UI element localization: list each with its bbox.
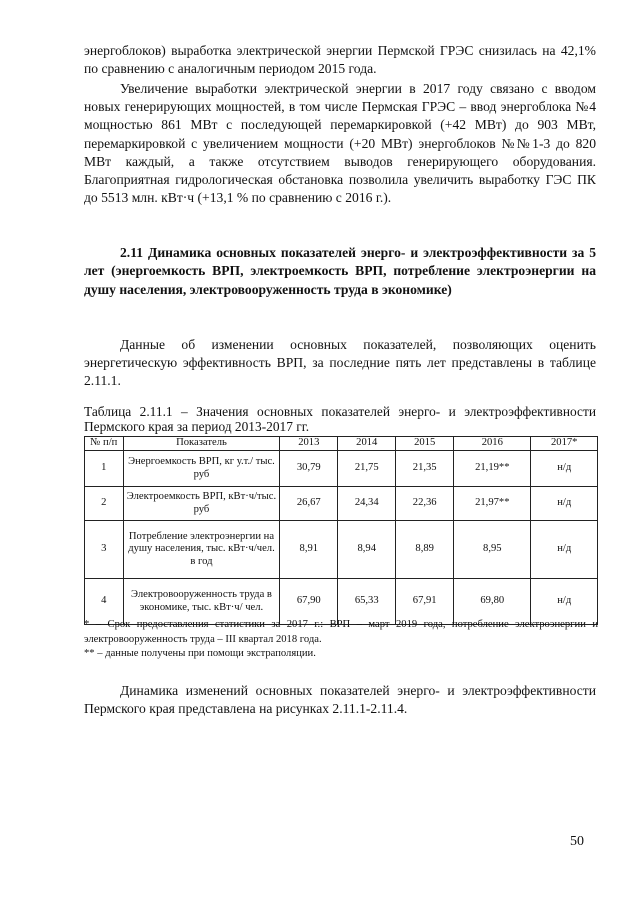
table-footnotes — [84, 618, 598, 662]
row-indicator: Электровооруженность труда в экономике, тыс. кВт·ч/ чел. — [123, 579, 280, 625]
row-value: 30,79 — [280, 451, 338, 487]
row-value: н/д — [531, 451, 598, 487]
row-value: 67,91 — [396, 579, 454, 625]
table-row — [85, 487, 598, 521]
row-value: 65,33 — [338, 579, 396, 625]
table-row — [85, 521, 598, 579]
section-heading: 2.11 Динамика основных показателей энерго- и электроэффективности за 5 лет (энергоемкость ВРП, электроемкость ВРП, потребление электроэнергии на душу населения, электровооруженность труда в экономике) — [84, 245, 596, 297]
table-header-row — [85, 437, 598, 451]
header-2017: 2017* — [531, 437, 598, 451]
row-value: 8,91 — [280, 521, 338, 579]
row-value: 24,34 — [338, 487, 396, 521]
row-value: 69,80 — [454, 579, 531, 625]
row-value: 21,75 — [338, 451, 396, 487]
row-value: 26,67 — [280, 487, 338, 521]
page-number: 50 — [570, 834, 584, 849]
header-2015: 2015 — [396, 437, 454, 451]
table-row — [85, 451, 598, 487]
footnote-2: ** – данные получены при помощи экстраполяции. — [84, 648, 316, 660]
header-2014: 2014 — [338, 437, 396, 451]
row-value: 67,90 — [280, 579, 338, 625]
row-number: 4 — [85, 579, 124, 625]
row-number: 2 — [85, 487, 124, 521]
table-caption: Таблица 2.11.1 – Значения основных показателей энерго- и электроэффективности Пермского края за период 2013-2017 гг. — [84, 404, 596, 434]
row-indicator: Электроемкость ВРП, кВт·ч/тыс. руб — [123, 487, 280, 521]
row-value: н/д — [531, 487, 598, 521]
intro-paragraph-2: Увеличение выработки электрической энергии в 2017 году связано с вводом новых генерирующих мощностей, в том числе Пермская ГРЭС – ввод энергоблока №4 мощностью 861 МВт с последующей перемаркировкой (+42 МВт) до 903 МВт, перемаркировкой с увеличением мощности (+20 МВт) энергоблоков №№1-3 до 820 МВт каждый, а также отсутствием выводов генерирующего оборудования. Благоприятная гидрологическая обстановка позволила увеличить выработку ГЭС ПК до 5513 млн. кВт·ч (+13,1 % по сравнению с 2016 г.). — [84, 81, 596, 206]
header-2013: 2013 — [280, 437, 338, 451]
intro-paragraph-1: энергоблоков) выработка электрической энергии Пермской ГРЭС снизилась на 42,1% по сравнению с аналогичным периодом 2015 года. — [84, 43, 596, 77]
row-value: 21,35 — [396, 451, 454, 487]
row-value: 22,36 — [396, 487, 454, 521]
row-value: н/д — [531, 521, 598, 579]
header-indicator: Показатель — [123, 437, 280, 451]
row-value: 21,19** — [454, 451, 531, 487]
footnote-1: * – Срок предоставления статистики за 2017 г.: ВРП – март 2019 года, потребление электроэнергии и электровооруженность труда – III квартал 2018 года. — [84, 619, 598, 645]
row-number: 3 — [85, 521, 124, 579]
row-value: н/д — [531, 579, 598, 625]
row-value: 21,97** — [454, 487, 531, 521]
row-indicator: Энергоемкость ВРП, кг у.т./ тыс. руб — [123, 451, 280, 487]
header-2016: 2016 — [454, 437, 531, 451]
closing-paragraph: Динамика изменений основных показателей энерго- и электроэффективности Пермского края представлена на рисунках 2.11.1-2.11.4. — [84, 683, 596, 717]
row-value: 8,94 — [338, 521, 396, 579]
row-value: 8,89 — [396, 521, 454, 579]
row-value: 8,95 — [454, 521, 531, 579]
header-number: № п/п — [85, 437, 124, 451]
indicators-table — [84, 436, 598, 625]
row-indicator: Потребление электроэнергии на душу населения, тыс. кВт·ч/чел. в год — [123, 521, 280, 579]
section-paragraph: Данные об изменении основных показателей, позволяющих оценить энергетическую эффективность ВРП, за последние пять лет представлены в таблице 2.11.1. — [84, 337, 596, 389]
row-number: 1 — [85, 451, 124, 487]
